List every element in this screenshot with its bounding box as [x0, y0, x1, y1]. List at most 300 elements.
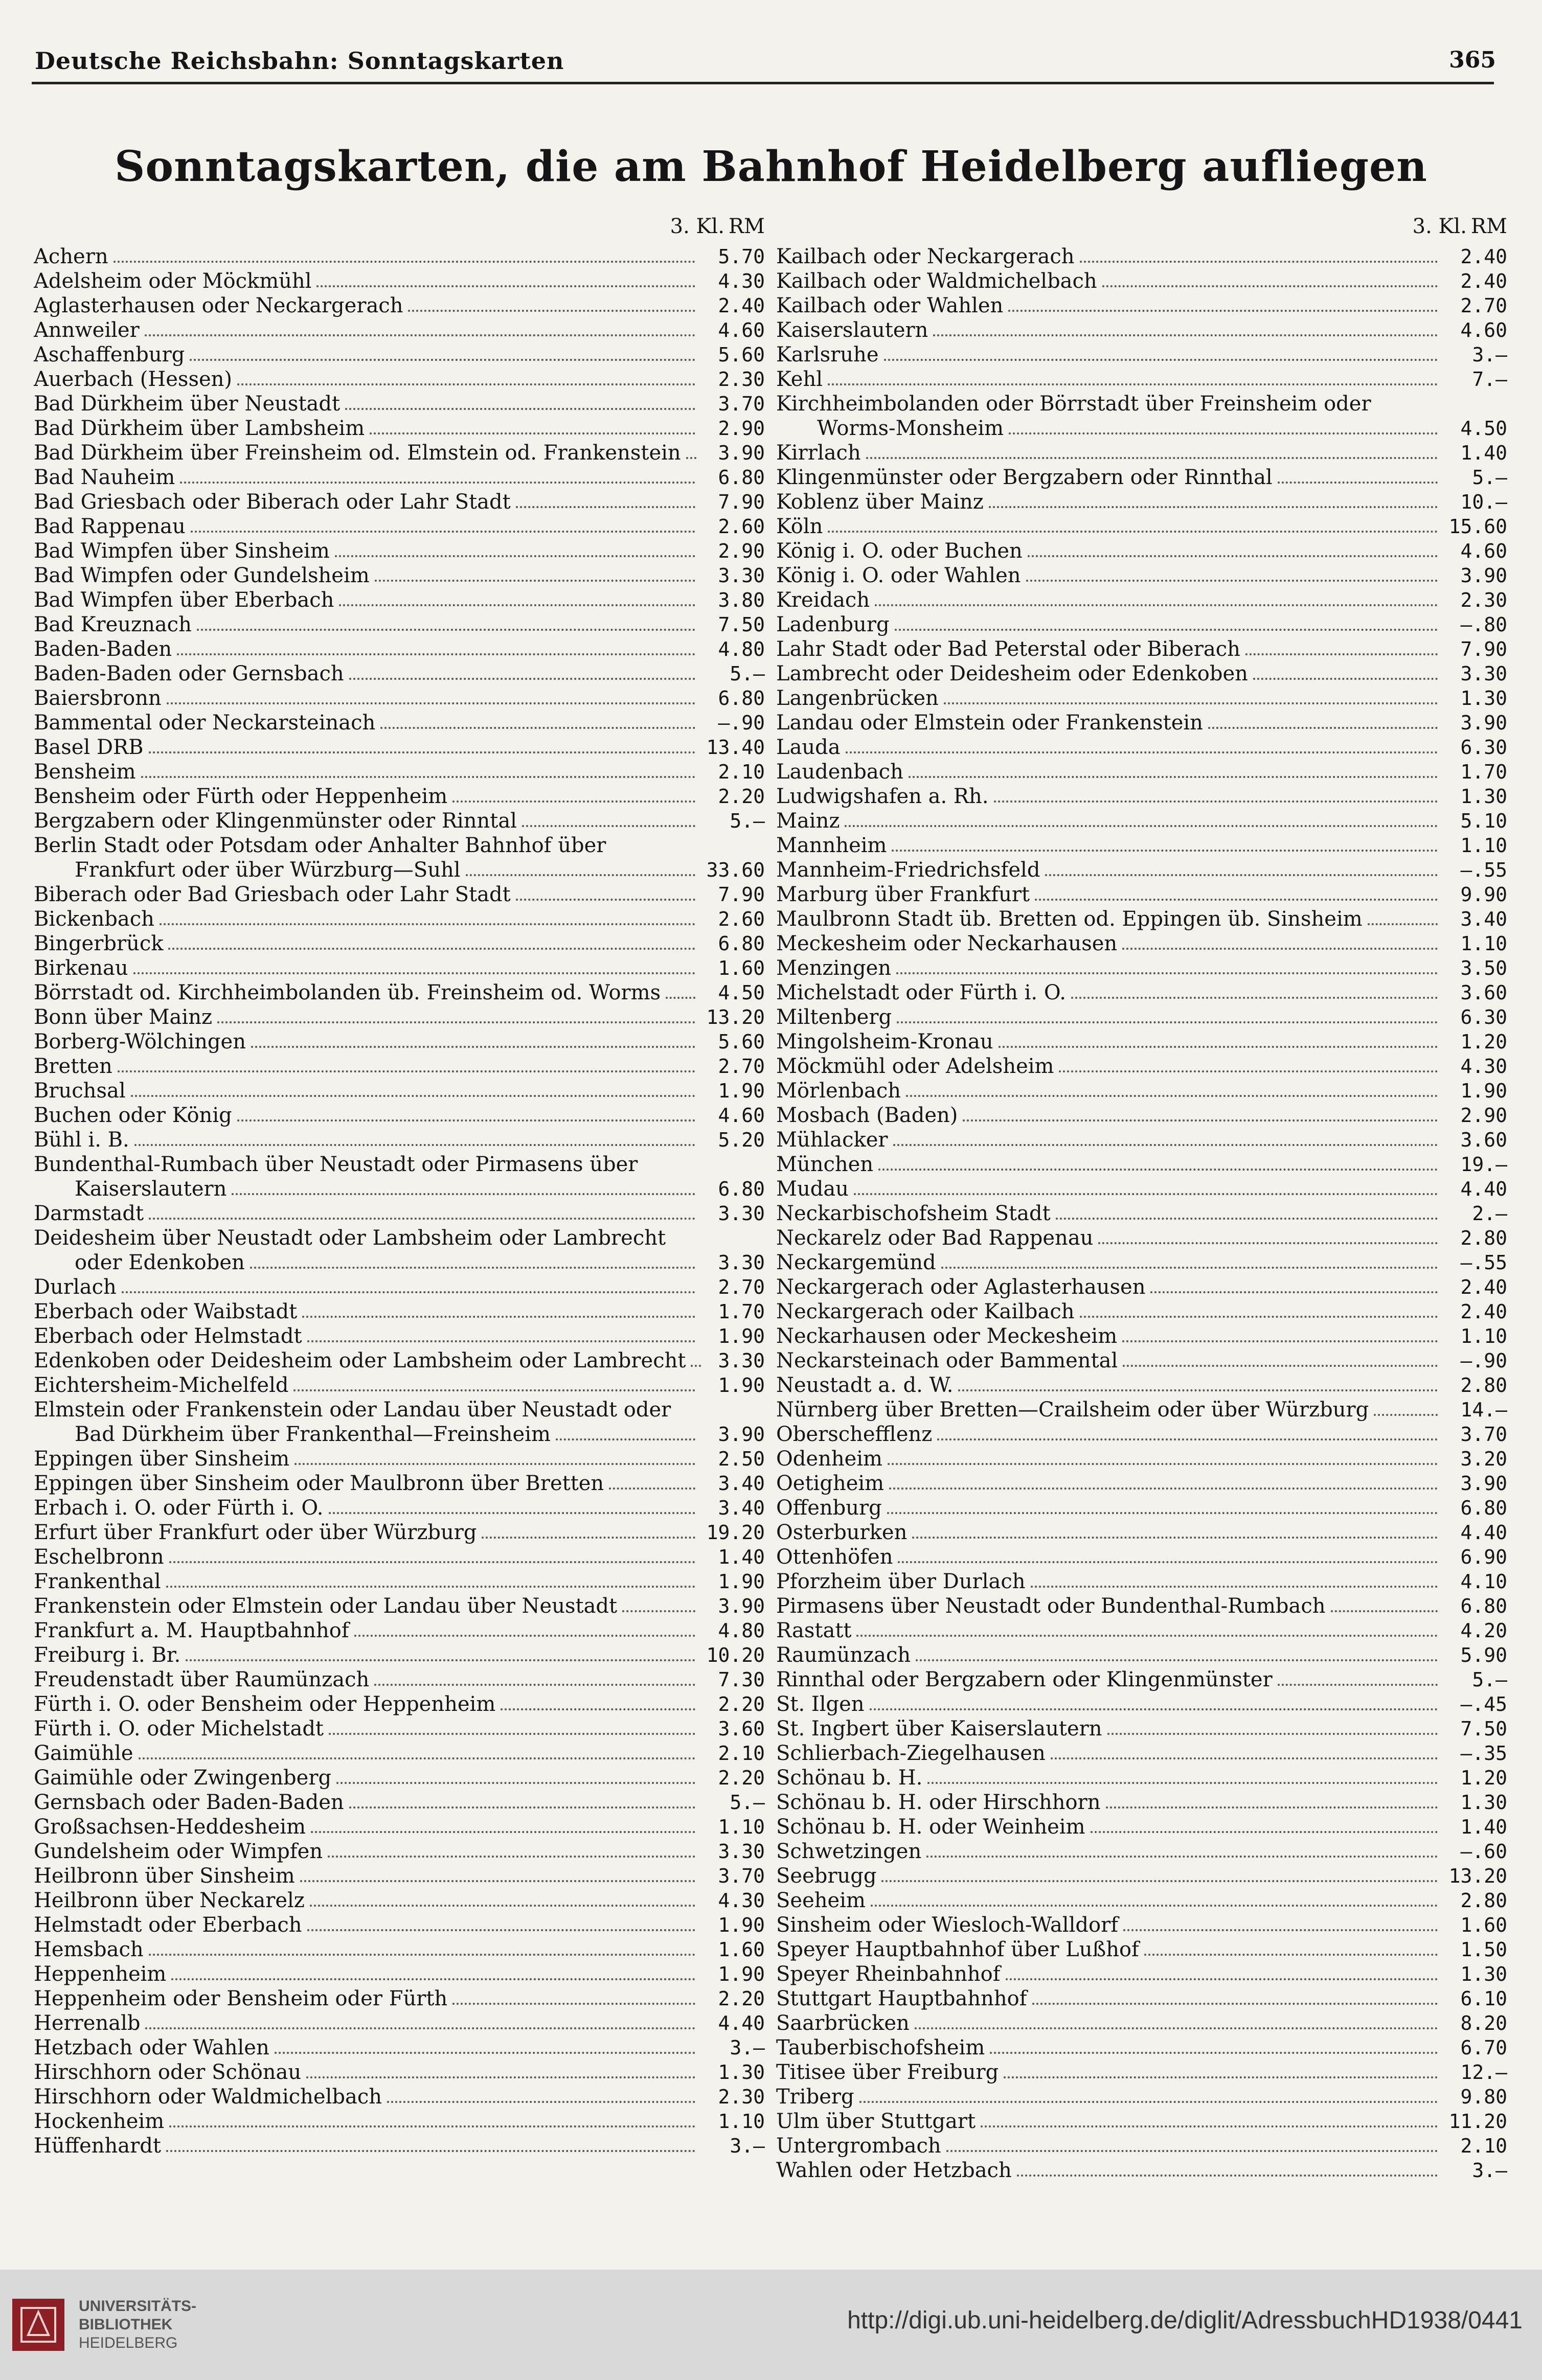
fare-price: 3.60	[1460, 981, 1507, 1004]
dot-leader	[999, 1046, 1438, 1048]
destination-name: Bensheim	[34, 760, 136, 784]
fare-entry	[776, 1079, 1507, 1103]
fare-price: 2.70	[718, 1055, 765, 1078]
fare-entry	[776, 1545, 1507, 1569]
destination-name: Schlierbach-Ziegelhausen	[776, 1742, 1046, 1765]
fare-entry	[776, 2011, 1507, 2035]
fare-price: 3.90	[718, 442, 765, 464]
fare-price: 1.40	[1460, 442, 1507, 464]
fare-price: 3.60	[718, 1718, 765, 1740]
library-seal-icon	[10, 2297, 66, 2353]
fare-price: 3.—	[730, 2036, 765, 2059]
fare-price: 6.30	[1460, 1006, 1507, 1028]
fare-price: 1.30	[1460, 1791, 1507, 1814]
dot-leader	[889, 1487, 1438, 1490]
destination-name: Meckesheim oder Neckarhausen	[776, 932, 1118, 955]
fare-price: 10.—	[1460, 491, 1507, 513]
destination-name: Baden-Baden	[34, 637, 172, 661]
dot-leader	[131, 1095, 695, 1097]
destination-name: Gernsbach oder Baden-Baden	[34, 1791, 344, 1814]
dot-leader	[149, 1218, 695, 1220]
fare-entry	[34, 784, 765, 809]
dot-leader	[354, 1635, 695, 1637]
dot-leader	[114, 261, 695, 263]
destination-name: Klingenmünster oder Bergzabern oder Rinnthal	[776, 466, 1273, 489]
fare-price: 3.30	[718, 564, 765, 587]
fare-entry	[776, 1348, 1507, 1373]
fare-price: 5.90	[1460, 1644, 1507, 1666]
fare-price: 3.90	[1460, 712, 1507, 734]
fare-price: 4.60	[1460, 540, 1507, 562]
destination-name: Durlach	[34, 1275, 117, 1299]
destination-continuation: Worms-Monsheim	[817, 417, 1004, 440]
dot-leader	[166, 1586, 695, 1588]
destination-name: Schwetzingen	[776, 1840, 922, 1863]
destination-name: Fürth i. O. oder Michelstadt	[34, 1717, 324, 1741]
fare-entry	[34, 1569, 765, 1594]
fare-price: 2.40	[718, 294, 765, 317]
fare-entry	[34, 1815, 765, 1839]
destination-name: Bretten	[34, 1055, 112, 1078]
fare-price: 2.20	[718, 1767, 765, 1789]
fare-price: 6.30	[1460, 736, 1507, 759]
destination-name: Frankenthal	[34, 1570, 161, 1593]
fare-price: 1.30	[1460, 785, 1507, 808]
destination-name: Bergzabern oder Klingenmünster oder Rinntal	[34, 809, 517, 833]
dot-leader	[1051, 1757, 1438, 1759]
fare-entry	[776, 1986, 1507, 2011]
fare-list-left	[34, 244, 765, 2158]
fare-entry	[34, 2085, 765, 2109]
fare-price: 2.70	[1460, 294, 1507, 317]
fare-price: 3.60	[1460, 1129, 1507, 1151]
fare-price: 4.40	[718, 2012, 765, 2034]
destination-name: Bad Wimpfen oder Gundelsheim	[34, 564, 370, 587]
fare-entry	[34, 661, 765, 686]
destination-name: Langenbrücken	[776, 686, 939, 710]
fare-price: 1.50	[1460, 1938, 1507, 1961]
destination-name: Schönau b. H.	[776, 1766, 923, 1790]
dot-leader	[1008, 310, 1438, 312]
dot-leader	[871, 1905, 1438, 1907]
dot-leader	[946, 2150, 1438, 2152]
fare-price: 3.70	[718, 1865, 765, 1887]
fare-entry	[776, 1569, 1507, 1594]
dot-leader	[307, 1340, 695, 1342]
dot-leader	[881, 1880, 1438, 1882]
fare-price: 1.10	[718, 1816, 765, 1838]
fare-price: 3.30	[718, 1349, 765, 1372]
fare-price: 19.20	[706, 1521, 765, 1544]
destination-name: Börrstadt od. Kirchheimbolanden üb. Freinsheim od. Worms	[34, 981, 661, 1004]
destination-name: Bingerbrück	[34, 932, 164, 955]
dot-leader	[380, 727, 695, 729]
fare-price: 1.60	[718, 957, 765, 979]
dot-leader	[906, 1095, 1438, 1097]
fare-price: 3.30	[1460, 662, 1507, 685]
fare-entry	[776, 931, 1507, 956]
fare-price: 2.90	[718, 417, 765, 440]
dot-leader	[1144, 1954, 1438, 1956]
dot-leader	[866, 457, 1438, 459]
fare-price: 1.10	[718, 2110, 765, 2133]
fare-entry	[776, 612, 1507, 637]
destination-name: Helmstadt oder Eberbach	[34, 1913, 302, 1937]
fare-price: 3.40	[718, 1497, 765, 1519]
fare-entry	[34, 686, 765, 711]
fare-price: 6.80	[718, 1178, 765, 1200]
dot-leader	[516, 506, 695, 508]
fare-price: 2.90	[1460, 1104, 1507, 1127]
fare-entry	[776, 1888, 1507, 1913]
destination-name: Baiersbronn	[34, 686, 162, 710]
destination-name: Oetigheim	[776, 1472, 885, 1495]
fare-entry	[776, 342, 1507, 367]
fare-price: 2.30	[718, 368, 765, 391]
destination-name: Mosbach (Baden)	[776, 1104, 958, 1127]
source-url[interactable]: http://digi.ub.uni-heidelberg.de/diglit/AdressbuchHD1938/0441	[847, 2307, 1523, 2334]
fare-entry	[776, 1398, 1507, 1422]
destination-name: Frankenstein oder Elmstein oder Landau über Neustadt	[34, 1594, 618, 1618]
destination-name: Herrenalb	[34, 2011, 141, 2035]
fare-entry	[34, 588, 765, 612]
dot-leader	[898, 1561, 1438, 1563]
destination-name: Aglasterhausen oder Neckargerach	[34, 294, 403, 317]
destination-name: Lambrecht oder Deidesheim oder Edenkoben	[776, 662, 1248, 685]
destination-name: Karlsruhe	[776, 343, 879, 367]
dot-leader	[310, 1905, 695, 1907]
class-label: 3. Kl.	[670, 215, 724, 238]
fare-price: 2.40	[1460, 245, 1507, 268]
destination-name: Berlin Stadt oder Potsdam oder Anhalter Bahnhof über	[34, 834, 606, 857]
fare-entry	[34, 2011, 765, 2035]
column-header	[34, 215, 765, 244]
fare-entry	[34, 392, 765, 416]
header-rule	[32, 82, 1494, 84]
destination-name: Oberschefflenz	[776, 1423, 933, 1446]
dot-leader	[994, 800, 1438, 803]
dot-leader	[1374, 1414, 1438, 1416]
destination-name: Mannheim-Friedrichsfeld	[776, 858, 1040, 882]
fare-entry	[776, 269, 1507, 293]
fare-price: 4.40	[1460, 1178, 1507, 1200]
fare-entry	[34, 1005, 765, 1029]
fare-price: —.90	[718, 712, 765, 734]
fare-price: 2.10	[1460, 2135, 1507, 2157]
fare-entry	[776, 1815, 1507, 1839]
fare-entry	[34, 1839, 765, 1864]
fare-price: 2.80	[1460, 1889, 1507, 1912]
fare-price: 6.10	[1460, 1987, 1507, 2010]
fare-price: 2.70	[718, 1276, 765, 1298]
fare-entry	[776, 784, 1507, 809]
destination-name: Bad Rappenau	[34, 515, 186, 538]
dot-leader	[856, 1635, 1438, 1637]
dot-leader	[958, 1389, 1438, 1391]
fare-entry	[776, 490, 1507, 514]
fare-price: 1.90	[718, 1914, 765, 1936]
fare-price: 5.—	[730, 1791, 765, 1814]
fare-price: 15.60	[1448, 515, 1507, 538]
fare-price: 4.80	[718, 1619, 765, 1642]
destination-name: Eberbach oder Waibstadt	[34, 1300, 298, 1323]
fare-entry	[776, 318, 1507, 342]
destination-name: Seebrugg	[776, 1864, 877, 1888]
fare-price: 4.40	[1460, 1521, 1507, 1544]
destination-name: Köln	[776, 515, 823, 538]
fare-price: 10.20	[706, 1644, 765, 1666]
destination-name: Michelstadt oder Fürth i. O.	[776, 981, 1066, 1004]
destination-name: Saarbrücken	[776, 2011, 910, 2035]
fare-entry	[34, 1643, 765, 1667]
fare-entry	[776, 1937, 1507, 1962]
dot-leader	[167, 702, 695, 704]
fare-price: 7.90	[718, 491, 765, 513]
destination-name: Tauberbischofsheim	[776, 2036, 985, 2059]
destination-name: Stuttgart Hauptbahnhof	[776, 1987, 1027, 2010]
fare-price: 6.80	[718, 932, 765, 955]
right-column	[776, 215, 1507, 2183]
dot-leader	[408, 310, 695, 312]
dot-leader	[169, 2125, 695, 2127]
destination-name: Gundelsheim oder Wimpfen	[34, 1840, 323, 1863]
dot-leader	[387, 2101, 695, 2103]
fare-entry	[34, 563, 765, 588]
fare-entry	[776, 2085, 1507, 2109]
fare-entry	[34, 1741, 765, 1766]
fare-entry	[776, 1594, 1507, 1618]
dot-leader	[349, 1806, 695, 1809]
dot-leader	[1028, 555, 1438, 557]
dot-leader	[854, 1193, 1438, 1195]
fare-entry	[34, 1275, 765, 1299]
dot-leader	[609, 1487, 695, 1490]
fare-price: 12.—	[1460, 2061, 1507, 2084]
fare-entry	[34, 416, 765, 441]
fare-entry	[776, 1717, 1507, 1741]
dot-leader	[1091, 1831, 1438, 1833]
destination-name: Hemsbach	[34, 1938, 144, 1961]
destination-name: München	[776, 1153, 874, 1176]
dot-leader	[878, 1169, 1438, 1171]
fare-entry	[776, 1913, 1507, 1937]
fare-entry	[776, 2060, 1507, 2085]
dot-leader	[1106, 1806, 1438, 1809]
destination-name: Bad Wimpfen über Sinsheim	[34, 539, 330, 563]
fare-entry	[34, 318, 765, 342]
logo-line-1: UNIVERSITÄTS-	[79, 2298, 197, 2315]
dot-leader	[1004, 2076, 1438, 2078]
fare-entry	[776, 956, 1507, 980]
fare-price: 4.10	[1460, 1570, 1507, 1593]
destination-name: Eichtersheim-Michelfeld	[34, 1374, 289, 1397]
fare-price: 1.20	[1460, 1767, 1507, 1789]
destination-name: Untergrombach	[776, 2134, 941, 2158]
fare-entry	[34, 514, 765, 539]
fare-price: 2.60	[718, 908, 765, 930]
fare-entry	[776, 2158, 1507, 2183]
destination-name: Nürnberg über Bretten—Crailsheim oder über Würzburg	[776, 1398, 1369, 1422]
fare-entry	[34, 1226, 765, 1275]
destination-name: Neckargerach oder Kailbach	[776, 1300, 1075, 1323]
destination-name: Birkenau	[34, 956, 128, 980]
fare-price: 2.10	[718, 1742, 765, 1765]
fare-price: 4.60	[718, 319, 765, 341]
fare-price: 7.90	[718, 883, 765, 906]
dot-leader	[300, 1880, 695, 1882]
fare-entry	[34, 1545, 765, 1569]
destination-name: Seeheim	[776, 1889, 866, 1912]
fare-price: 6.80	[718, 687, 765, 710]
page-title: Sonntagskarten, die am Bahnhof Heidelberg aufliegen	[115, 142, 1427, 191]
fare-price: 3.90	[1460, 564, 1507, 587]
fare-price: 7.90	[1460, 638, 1507, 660]
destination-name: Titisee über Freiburg	[776, 2061, 999, 2084]
dot-leader	[846, 751, 1438, 753]
fare-entry	[34, 1471, 765, 1496]
destination-name: Frankfurt a. M. Hauptbahnhof	[34, 1619, 349, 1642]
fare-price: —.45	[1460, 1693, 1507, 1715]
destination-name: Mudau	[776, 1177, 849, 1201]
destination-name: Neckarbischofsheim Stadt	[776, 1202, 1051, 1225]
fare-entry	[34, 539, 765, 563]
dot-leader	[293, 1389, 695, 1391]
fare-entry	[34, 2109, 765, 2134]
destination-name: Neckarhausen oder Meckesheim	[776, 1324, 1118, 1348]
destination-continuation: Frankfurt oder über Würzburg—Suhl	[75, 858, 461, 882]
destination-name: Bruchsal	[34, 1079, 126, 1103]
dot-leader	[1123, 1365, 1438, 1367]
fare-price: 1.90	[1460, 1080, 1507, 1102]
fare-price: 5.—	[1472, 1668, 1507, 1691]
dot-leader	[1253, 678, 1438, 680]
dot-leader	[501, 1708, 695, 1710]
fare-entry	[34, 1152, 765, 1201]
dot-leader	[191, 531, 695, 533]
dot-leader	[1245, 653, 1438, 655]
destination-name: Landau oder Elmstein oder Frankenstein	[776, 711, 1203, 735]
fare-entry	[776, 465, 1507, 490]
fare-entry	[34, 1888, 765, 1913]
fare-price: 3.40	[1460, 908, 1507, 930]
fare-entry	[34, 490, 765, 514]
dot-leader	[937, 1438, 1438, 1440]
destination-name: Miltenberg	[776, 1005, 892, 1029]
fare-entry	[34, 931, 765, 956]
fare-entry	[34, 1594, 765, 1618]
destination-name: Elmstein oder Frankenstein oder Landau über Neustadt oder	[34, 1398, 671, 1422]
dot-leader	[897, 1021, 1438, 1023]
destination-name: Bonn über Mainz	[34, 1005, 213, 1029]
fare-entry	[776, 833, 1507, 858]
destination-name: Buchen oder König	[34, 1104, 232, 1127]
dot-leader	[177, 653, 695, 655]
destination-name: Erbach i. O. oder Fürth i. O.	[34, 1496, 324, 1520]
fare-entry	[34, 1029, 765, 1054]
library-logo	[10, 2297, 196, 2353]
fare-entry	[34, 244, 765, 269]
dot-leader	[1278, 1684, 1438, 1686]
dot-leader	[1208, 727, 1438, 729]
destination-name: Erfurt über Frankfurt oder über Würzburg	[34, 1521, 477, 1544]
dot-leader	[892, 850, 1438, 852]
dot-leader	[452, 2003, 695, 2005]
dot-leader	[145, 334, 695, 336]
fare-price: 2.60	[718, 515, 765, 538]
fare-entry	[776, 1029, 1507, 1054]
destination-name: Offenburg	[776, 1496, 882, 1520]
dot-leader	[311, 1831, 695, 1833]
dot-leader	[1056, 1218, 1438, 1220]
page-number: 365	[1449, 47, 1496, 73]
fare-price: 5.—	[1472, 466, 1507, 489]
fare-price: 4.60	[718, 1104, 765, 1127]
fare-price: 1.20	[1460, 1031, 1507, 1053]
dot-leader	[329, 1733, 695, 1735]
destination-name: Bad Nauheim	[34, 466, 175, 489]
dot-leader	[1080, 261, 1438, 263]
fare-price: 4.30	[1460, 1055, 1507, 1078]
fare-price: 2.30	[718, 2086, 765, 2108]
dot-leader	[1107, 1733, 1438, 1735]
fare-price: 3.80	[718, 589, 765, 611]
fare-entry	[34, 1079, 765, 1103]
fare-entry	[776, 1962, 1507, 1986]
destination-name: Ulm über Stuttgart	[776, 2110, 976, 2133]
fare-price: 2.40	[1460, 1300, 1507, 1323]
dot-leader	[374, 1684, 695, 1686]
fare-price: 3.—	[1472, 344, 1507, 366]
dot-leader	[516, 899, 695, 901]
fare-entry	[34, 367, 765, 392]
fare-entry	[776, 1471, 1507, 1496]
running-head: Deutsche Reichsbahn: Sonntagskarten	[35, 47, 564, 75]
dot-leader	[926, 1856, 1438, 1858]
destination-name: Marburg über Frankfurt	[776, 883, 1030, 906]
dot-leader	[895, 629, 1438, 631]
dot-leader	[1026, 580, 1438, 582]
destination-name: Neckargemünd	[776, 1251, 936, 1274]
fare-price: 3.70	[718, 393, 765, 415]
fare-price: 1.40	[1460, 1816, 1507, 1838]
dot-leader	[1006, 1978, 1438, 1980]
destination-name: Neckarsteinach oder Bammental	[776, 1349, 1118, 1372]
fare-entry	[34, 2134, 765, 2158]
fare-price: 3.20	[1460, 1448, 1507, 1470]
fare-entry	[776, 760, 1507, 784]
fare-entry	[776, 293, 1507, 318]
destination-name: Schönau b. H. oder Weinheim	[776, 1815, 1085, 1839]
destination-name: Bickenbach	[34, 907, 154, 931]
fare-list-right	[776, 244, 1507, 2183]
fare-entry	[34, 1692, 765, 1717]
destination-name: Lahr Stadt oder Bad Peterstal oder Biberach	[776, 637, 1240, 661]
destination-name: Kreidach	[776, 588, 870, 612]
fare-entry	[776, 1447, 1507, 1471]
dot-leader	[168, 948, 695, 950]
destination-name: Auerbach (Hessen)	[34, 368, 233, 391]
dot-leader	[250, 1267, 695, 1269]
fare-entry	[776, 1324, 1507, 1348]
dot-leader	[896, 972, 1438, 974]
fare-entry	[776, 514, 1507, 539]
fare-entry	[776, 1741, 1507, 1766]
fare-price: 1.90	[718, 1570, 765, 1593]
fare-entry	[34, 980, 765, 1005]
fare-entry	[776, 563, 1507, 588]
destination-name: Menzingen	[776, 956, 892, 980]
destination-name: Darmstadt	[34, 1202, 144, 1225]
